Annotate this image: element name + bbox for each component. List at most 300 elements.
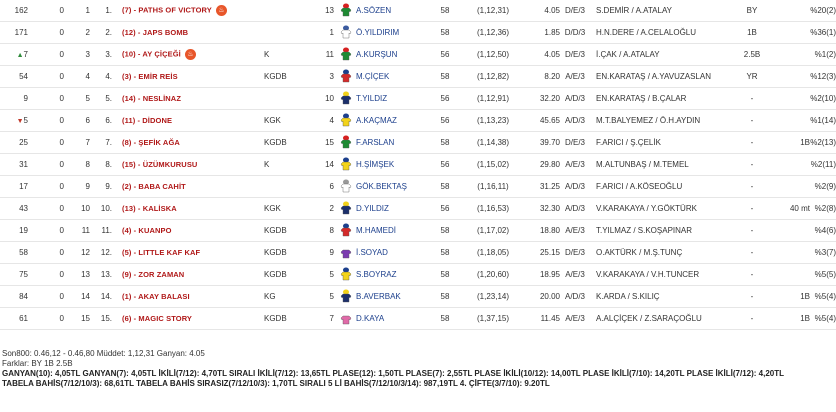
- jockey-value[interactable]: A.KAÇMAZ: [356, 116, 397, 125]
- position-value: 10.: [100, 204, 112, 213]
- jockey-value[interactable]: D.YILDIZ: [356, 204, 389, 213]
- horse-name-link[interactable]: (7) - PATHS OF VICTORY: [122, 5, 212, 15]
- position-value: 8.: [105, 160, 112, 169]
- number-cell: [310, 242, 336, 264]
- pct-value: %1(2): [814, 50, 836, 59]
- horse-cell: [114, 308, 264, 330]
- horse-name-link[interactable]: (6) - MAGIC STORY: [122, 314, 193, 323]
- pct-value: %2(9): [814, 182, 836, 191]
- order-value: 5: [85, 94, 90, 103]
- order-cell: [66, 66, 92, 88]
- time-value: (1,16,53): [476, 204, 510, 213]
- equipment-value: KGDB: [264, 72, 287, 81]
- weight-cell: [430, 242, 460, 264]
- owner-trainer-cell: [590, 110, 732, 132]
- jockey-cell: [356, 66, 430, 88]
- pct-cell: [810, 88, 836, 110]
- owner-trainer-cell: [590, 198, 732, 220]
- order-cell: [66, 242, 92, 264]
- owner-trainer-cell: [590, 22, 732, 44]
- time-cell: [460, 308, 526, 330]
- horse-name-link[interactable]: (15) - ÜZÜMKURUSU: [122, 160, 198, 169]
- pct-cell: [810, 44, 836, 66]
- owner-trainer-value: EN.KARATAŞ / A.YAVUZASLAN: [596, 72, 711, 81]
- count-value: 0: [59, 226, 64, 235]
- silk-cell: [336, 132, 356, 154]
- pct-value: %5(5): [814, 270, 836, 279]
- extra-cell: [732, 176, 772, 198]
- flame-icon: ♨: [185, 49, 196, 60]
- weight-cell: [430, 110, 460, 132]
- horse-name-link[interactable]: (5) - LITTLE KAF KAF: [122, 248, 201, 257]
- track-value: A/E/3: [565, 226, 585, 235]
- horse-name-link[interactable]: (9) - ZOR ZAMAN: [122, 270, 185, 279]
- pct-cell: [810, 198, 836, 220]
- table-row[interactable]: [0, 88, 836, 110]
- jockey-silk-icon: [340, 3, 352, 19]
- horse-name-link[interactable]: (3) - EMİR REİS: [122, 72, 178, 81]
- equipment-cell: [264, 264, 310, 286]
- position-cell: [92, 308, 114, 330]
- weight-cell: [430, 308, 460, 330]
- track-value: A/E/3: [565, 72, 585, 81]
- silk-cell: [336, 154, 356, 176]
- number-cell: [310, 220, 336, 242]
- note-cell: [772, 198, 810, 220]
- horse-name-link[interactable]: (10) - AY ÇİÇEĞİ: [122, 49, 181, 59]
- rating-cell: [0, 22, 28, 44]
- order-cell: [66, 0, 92, 22]
- rating-value: 19: [19, 226, 28, 235]
- number-cell: [310, 88, 336, 110]
- pct-cell: [810, 286, 836, 308]
- table-row[interactable]: [0, 198, 836, 220]
- table-row[interactable]: [0, 44, 836, 66]
- rating-value: 5: [23, 116, 28, 125]
- note-cell: [772, 0, 810, 22]
- position-value: 2.: [105, 28, 112, 37]
- order-cell: [66, 176, 92, 198]
- note-cell: [772, 110, 810, 132]
- track-value: D/E/3: [564, 50, 585, 59]
- owner-trainer-value: F.ARICI / A.KÖSEOĞLU: [596, 182, 683, 191]
- note-cell: [772, 66, 810, 88]
- order-value: 2: [85, 28, 90, 37]
- pct-value: %36(1): [810, 28, 836, 37]
- odds-cell: [526, 176, 560, 198]
- jockey-silk-icon: [340, 69, 352, 85]
- equipment-cell: [264, 198, 310, 220]
- number-cell: [310, 110, 336, 132]
- jockey-value[interactable]: A.KURŞUN: [356, 50, 398, 59]
- weight-value: 58: [440, 138, 450, 147]
- owner-trainer-cell: [590, 66, 732, 88]
- position-cell: [92, 154, 114, 176]
- jockey-value[interactable]: S.BOYRAZ: [356, 270, 397, 279]
- extra-cell: [732, 66, 772, 88]
- equipment-cell: [264, 220, 310, 242]
- jockey-value[interactable]: D.KAYA: [356, 314, 385, 323]
- extra-cell: [732, 110, 772, 132]
- weight-cell: [430, 198, 460, 220]
- odds-value: 18.95: [539, 270, 560, 279]
- weight-cell: [430, 66, 460, 88]
- note-value: 1B: [800, 314, 810, 323]
- odds-value: 45.65: [539, 116, 560, 125]
- silk-cell: [336, 66, 356, 88]
- pct-cell: [810, 66, 836, 88]
- equipment-cell: [264, 22, 310, 44]
- split-times: Son800: 0.46,12 - 0.46,80 Müddet: 1,12,31 Ganyan: 4.05: [2, 349, 205, 358]
- jockey-cell: [356, 176, 430, 198]
- order-cell: [66, 220, 92, 242]
- count-value: 0: [59, 6, 64, 15]
- jockey-value[interactable]: A.SÖZEN: [356, 6, 392, 15]
- time-cell: [460, 22, 526, 44]
- note-cell: [772, 88, 810, 110]
- track-cell: [560, 0, 590, 22]
- horse-cell: [114, 220, 264, 242]
- pct-value: %2(11): [810, 160, 836, 169]
- jockey-value[interactable]: F.ARSLAN: [356, 138, 395, 147]
- owner-trainer-cell: [590, 0, 732, 22]
- horse-cell: [114, 132, 264, 154]
- jockey-cell: [356, 286, 430, 308]
- rating-value: 43: [19, 204, 28, 213]
- extra-cell: [732, 88, 772, 110]
- table-row[interactable]: [0, 66, 836, 88]
- time-value: (1,12,82): [476, 72, 510, 81]
- track-value: D/E/3: [564, 248, 585, 257]
- time-value: (1,15,02): [476, 160, 510, 169]
- equipment-cell: [264, 132, 310, 154]
- rating-value: 31: [19, 160, 28, 169]
- jockey-silk-icon: [340, 25, 352, 41]
- extra-cell: [732, 242, 772, 264]
- table-row[interactable]: [0, 220, 836, 242]
- equipment-value: KG: [264, 292, 276, 301]
- weight-value: 58: [440, 270, 450, 279]
- position-cell: [92, 198, 114, 220]
- number-cell: [310, 176, 336, 198]
- horse-cell: [114, 110, 264, 132]
- rating-value: 84: [19, 292, 28, 301]
- order-cell: [66, 44, 92, 66]
- owner-trainer-value: M.T.BALYEMEZ / Ö.H.AYDIN: [596, 116, 701, 125]
- extra-cell: [732, 286, 772, 308]
- odds-cell: [526, 132, 560, 154]
- jockey-silk-icon: [340, 157, 352, 173]
- track-value: A/E/3: [565, 270, 585, 279]
- owner-trainer-value: F.ARICI / Ş.ÇELİK: [596, 138, 661, 147]
- jockey-silk-icon: [340, 245, 352, 261]
- jockey-value[interactable]: İ.SOYAD: [356, 248, 388, 257]
- position-value: 15.: [100, 314, 112, 323]
- silk-cell: [336, 0, 356, 22]
- margins: Farklar: BY 1B 2.5B: [2, 359, 73, 368]
- position-value: 6.: [105, 116, 112, 125]
- jockey-cell: [356, 198, 430, 220]
- weight-value: 58: [440, 314, 450, 323]
- horse-cell: [114, 264, 264, 286]
- number-value: 13: [325, 6, 334, 15]
- time-value: (1,12,36): [476, 28, 510, 37]
- weight-cell: [430, 44, 460, 66]
- extra-value: -: [750, 182, 754, 191]
- note-value: 1B: [800, 292, 810, 301]
- table-row[interactable]: [0, 22, 836, 44]
- equipment-cell: [264, 176, 310, 198]
- odds-value: 29.80: [539, 160, 560, 169]
- rating-cell: [0, 132, 28, 154]
- owner-trainer-value: K.ARDA / S.KILIÇ: [596, 292, 660, 301]
- owner-trainer-value: S.DEMİR / A.ATALAY: [596, 6, 673, 15]
- track-cell: [560, 110, 590, 132]
- note-cell: [772, 308, 810, 330]
- owner-trainer-cell: [590, 154, 732, 176]
- table-row[interactable]: [0, 132, 836, 154]
- number-cell: [310, 22, 336, 44]
- count-cell: [28, 308, 66, 330]
- jockey-cell: [356, 22, 430, 44]
- table-row[interactable]: [0, 110, 836, 132]
- jockey-silk-icon: [340, 267, 352, 283]
- track-value: A/E/3: [565, 314, 585, 323]
- number-cell: [310, 44, 336, 66]
- rating-cell: [0, 88, 28, 110]
- track-cell: [560, 286, 590, 308]
- position-cell: [92, 176, 114, 198]
- note-cell: [772, 242, 810, 264]
- weight-value: 56: [440, 50, 450, 59]
- pct-value: %4(6): [814, 226, 836, 235]
- table-row[interactable]: [0, 286, 836, 308]
- count-value: 0: [59, 72, 64, 81]
- time-cell: [460, 220, 526, 242]
- jockey-cell: [356, 154, 430, 176]
- horse-name-link[interactable]: (2) - BABA CAHİT: [122, 182, 186, 191]
- owner-trainer-cell: [590, 44, 732, 66]
- position-cell: [92, 22, 114, 44]
- horse-name-link[interactable]: (14) - NESLİNAZ: [122, 94, 182, 103]
- weight-value: 58: [440, 292, 450, 301]
- weight-value: 58: [440, 6, 450, 15]
- time-value: (1,12,50): [476, 50, 510, 59]
- owner-trainer-value: V.KARAKAYA / V.H.TUNCER: [596, 270, 700, 279]
- number-cell: [310, 154, 336, 176]
- order-cell: [66, 132, 92, 154]
- odds-cell: [526, 242, 560, 264]
- track-cell: [560, 132, 590, 154]
- equipment-value: KGK: [264, 204, 281, 213]
- order-cell: [66, 198, 92, 220]
- table-row[interactable]: [0, 264, 836, 286]
- weight-cell: [430, 176, 460, 198]
- order-value: 15: [81, 314, 90, 323]
- pct-cell: [810, 176, 836, 198]
- table-row[interactable]: [0, 242, 836, 264]
- table-row[interactable]: [0, 154, 836, 176]
- count-cell: [28, 198, 66, 220]
- number-value: 11: [325, 50, 334, 59]
- equipment-cell: [264, 308, 310, 330]
- count-cell: [28, 220, 66, 242]
- odds-value: 32.30: [539, 204, 560, 213]
- odds-value: 4.05: [544, 6, 560, 15]
- time-cell: [460, 286, 526, 308]
- odds-cell: [526, 22, 560, 44]
- number-value: 5: [329, 270, 334, 279]
- owner-trainer-value: H.N.DERE / A.CELALOĞLU: [596, 28, 697, 37]
- pct-value: %5(4): [814, 314, 836, 323]
- odds-cell: [526, 220, 560, 242]
- number-value: 6: [329, 182, 334, 191]
- order-value: 14: [81, 292, 90, 301]
- extra-cell: [732, 154, 772, 176]
- pct-value: %2(10): [810, 94, 836, 103]
- pct-value: %2(8): [814, 204, 836, 213]
- position-value: 1.: [105, 6, 112, 15]
- jockey-value[interactable]: M.ÇİÇEK: [356, 72, 390, 81]
- equipment-cell: [264, 44, 310, 66]
- time-value: (1,16,11): [477, 182, 509, 191]
- order-cell: [66, 264, 92, 286]
- time-cell: [460, 88, 526, 110]
- horse-name-link[interactable]: (8) - ŞEFİK AĞA: [122, 138, 180, 147]
- time-cell: [460, 176, 526, 198]
- time-cell: [460, 66, 526, 88]
- equipment-value: K: [264, 50, 270, 59]
- rating-cell: [0, 154, 28, 176]
- count-cell: [28, 286, 66, 308]
- track-cell: [560, 22, 590, 44]
- owner-trainer-cell: [590, 220, 732, 242]
- pct-cell: [810, 220, 836, 242]
- horse-name-link[interactable]: (1) - AKAY BALASI: [122, 292, 190, 301]
- jockey-value[interactable]: H.ŞİMŞEK: [356, 160, 395, 169]
- count-value: 0: [59, 182, 64, 191]
- weight-cell: [430, 154, 460, 176]
- extra-value: 1B: [747, 28, 757, 37]
- horse-name-link[interactable]: (12) - JAPS BOMB: [122, 28, 189, 37]
- count-cell: [28, 176, 66, 198]
- jockey-cell: [356, 220, 430, 242]
- equipment-value: KGDB: [264, 248, 287, 257]
- jockey-value[interactable]: GÖK.BEKTAŞ: [356, 182, 407, 191]
- note-cell: [772, 286, 810, 308]
- odds-value: 1.85: [544, 28, 560, 37]
- time-value: (1,37,15): [476, 314, 510, 323]
- silk-cell: [336, 286, 356, 308]
- horse-cell: [114, 242, 264, 264]
- weight-value: 58: [440, 226, 450, 235]
- jockey-silk-icon: [340, 311, 352, 327]
- jockey-value[interactable]: B.AVERBAK: [356, 292, 401, 301]
- horse-cell: [114, 286, 264, 308]
- number-cell: [310, 264, 336, 286]
- track-cell: [560, 154, 590, 176]
- odds-value: 39.70: [539, 138, 560, 147]
- note-value: 40 mt: [789, 204, 810, 213]
- position-cell: [92, 0, 114, 22]
- horse-cell: [114, 198, 264, 220]
- equipment-value: KGDB: [264, 226, 287, 235]
- count-value: 0: [59, 204, 64, 213]
- jockey-value[interactable]: M.HAMEDİ: [356, 226, 396, 235]
- silk-cell: [336, 308, 356, 330]
- jockey-silk-icon: [340, 47, 352, 63]
- horse-name-link[interactable]: (4) - KUANPO: [122, 226, 172, 235]
- number-cell: [310, 308, 336, 330]
- note-value: 1B: [800, 138, 810, 147]
- number-value: 3: [329, 72, 334, 81]
- table-row[interactable]: [0, 176, 836, 198]
- note-cell: [772, 22, 810, 44]
- owner-trainer-value: V.KARAKAYA / Y.GÖKTÜRK: [596, 204, 697, 213]
- count-value: 0: [59, 94, 64, 103]
- odds-value: 20.00: [539, 292, 560, 301]
- extra-cell: [732, 0, 772, 22]
- jockey-silk-icon: [340, 113, 352, 129]
- position-cell: [92, 220, 114, 242]
- odds-value: 25.15: [539, 248, 560, 257]
- number-value: 8: [329, 226, 334, 235]
- extra-value: -: [750, 160, 754, 169]
- horse-name-link[interactable]: (11) - DİDONE: [122, 116, 173, 125]
- rating-value: 75: [19, 270, 28, 279]
- weight-cell: [430, 264, 460, 286]
- time-cell: [460, 132, 526, 154]
- jockey-cell: [356, 264, 430, 286]
- odds-value: 8.20: [544, 72, 560, 81]
- extra-cell: [732, 132, 772, 154]
- jockey-value[interactable]: T.YILDIZ: [356, 94, 388, 103]
- rating-cell: [0, 44, 28, 66]
- horse-name-link[interactable]: (13) - KALİSKA: [122, 204, 177, 213]
- table-row[interactable]: [0, 308, 836, 330]
- track-value: A/D/3: [564, 116, 585, 125]
- time-value: (1,12,91): [476, 94, 510, 103]
- time-value: (1,12,31): [476, 6, 510, 15]
- weight-cell: [430, 88, 460, 110]
- rating-cell: [0, 242, 28, 264]
- track-cell: [560, 88, 590, 110]
- jockey-silk-icon: [340, 179, 352, 195]
- extra-cell: [732, 264, 772, 286]
- extra-cell: [732, 22, 772, 44]
- odds-value: 18.80: [539, 226, 560, 235]
- pct-cell: [810, 22, 836, 44]
- time-cell: [460, 0, 526, 22]
- jockey-value[interactable]: Ö.YILDIRIM: [356, 28, 400, 37]
- horse-cell: [114, 66, 264, 88]
- track-value: A/D/3: [564, 204, 585, 213]
- position-cell: [92, 132, 114, 154]
- rating-cell: [0, 286, 28, 308]
- owner-trainer-value: İ.ÇAK / A.ATALAY: [596, 50, 660, 59]
- count-cell: [28, 242, 66, 264]
- silk-cell: [336, 264, 356, 286]
- rating-value: 171: [14, 28, 28, 37]
- time-cell: [460, 198, 526, 220]
- extra-value: -: [750, 270, 754, 279]
- table-row[interactable]: [0, 0, 836, 22]
- time-cell: [460, 154, 526, 176]
- note-cell: [772, 154, 810, 176]
- count-cell: [28, 22, 66, 44]
- equipment-cell: [264, 242, 310, 264]
- number-value: 9: [329, 248, 334, 257]
